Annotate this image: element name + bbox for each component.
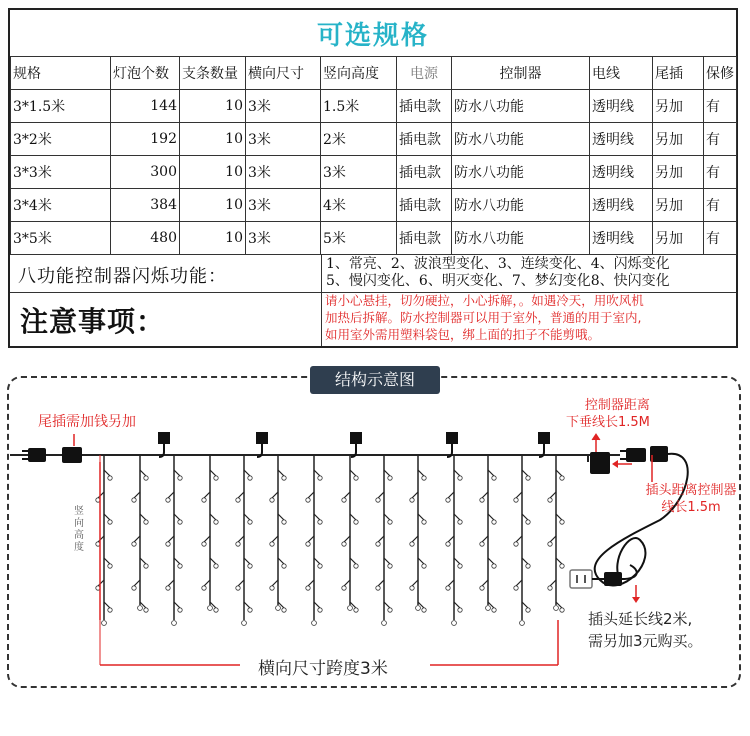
led-bulb <box>354 564 358 568</box>
cell-warranty: 有 <box>704 156 737 189</box>
led-bulb <box>492 608 496 612</box>
led-bulb <box>410 498 414 502</box>
cell-strands: 10 <box>180 156 246 189</box>
cell-power: 插电款 <box>397 90 452 123</box>
led-bulb <box>282 564 286 568</box>
controller-distance-label <box>566 397 650 431</box>
led-bulb <box>214 564 218 568</box>
plug-distance-line: 线长1.5m <box>661 500 721 515</box>
led-bulb <box>548 586 552 590</box>
led-bulb <box>446 542 450 546</box>
cell-tail-plug: 另加 <box>653 189 704 222</box>
cell-bulbs: 144 <box>111 90 180 123</box>
cell-wire: 透明线 <box>590 90 653 123</box>
led-bulb <box>108 608 112 612</box>
cell-power: 插电款 <box>397 156 452 189</box>
cell-controller: 防水八功能 <box>452 123 590 156</box>
cell-bulbs: 300 <box>111 156 180 189</box>
cell-width: 3米 <box>246 156 321 189</box>
cell-spec: 3*2米 <box>11 123 111 156</box>
tail-plug-label: 尾插需加钱另加 <box>38 414 136 430</box>
spec-title: 可选规格 <box>10 10 736 57</box>
cell-spec: 3*1.5米 <box>11 90 111 123</box>
led-bulb <box>102 621 107 626</box>
horizontal-span-label: 横向尺寸跨度3米 <box>258 659 388 679</box>
hook-icon <box>538 432 550 457</box>
led-bulb <box>306 586 310 590</box>
led-bulb <box>388 564 392 568</box>
cell-width: 3米 <box>246 189 321 222</box>
cell-height: 1.5米 <box>321 90 397 123</box>
led-bulb <box>354 608 358 612</box>
led-bulb <box>318 564 322 568</box>
hook-icon <box>446 432 458 457</box>
led-bulb <box>248 476 252 480</box>
led-bulb <box>526 608 530 612</box>
led-bulb <box>342 542 346 546</box>
led-bulb <box>248 608 252 612</box>
cell-strands: 10 <box>180 222 246 255</box>
led-bulb <box>270 542 274 546</box>
cell-controller: 防水八功能 <box>452 90 590 123</box>
led-bulb <box>342 498 346 502</box>
cell-width: 3米 <box>246 123 321 156</box>
header-cell: 支条数量 <box>180 57 246 90</box>
led-bulb <box>480 542 484 546</box>
led-bulb <box>382 621 387 626</box>
led-bulb <box>458 608 462 612</box>
led-bulb <box>446 498 450 502</box>
led-bulb <box>144 520 148 524</box>
cell-width: 3米 <box>246 222 321 255</box>
led-bulb <box>236 586 240 590</box>
led-bulb <box>554 606 559 611</box>
notes-line: 如用室外需用塑料袋包，绑上面的扣子不能剪哦。 <box>325 327 601 342</box>
hook-icon <box>350 432 362 457</box>
extension-cable-label <box>588 608 703 652</box>
cell-spec: 3*4米 <box>11 189 111 222</box>
functions-line: 5、慢闪变化、6、明灭变化、7、梦幻变化8、快闪变化 <box>326 273 670 289</box>
led-bulb <box>526 476 530 480</box>
cell-power: 插电款 <box>397 222 452 255</box>
led-bulb <box>270 498 274 502</box>
led-bulb <box>202 586 206 590</box>
led-bulb <box>486 606 491 611</box>
led-bulb <box>560 520 564 524</box>
led-bulb <box>388 520 392 524</box>
led-bulb <box>138 606 143 611</box>
led-bulb <box>526 520 530 524</box>
led-bulb <box>166 542 170 546</box>
led-bulb <box>514 498 518 502</box>
cell-width: 3米 <box>246 90 321 123</box>
cell-tail-plug: 另加 <box>653 222 704 255</box>
header-cell: 电线 <box>590 57 653 90</box>
led-bulb <box>172 621 177 626</box>
led-bulb <box>376 498 380 502</box>
cell-warranty: 有 <box>704 90 737 123</box>
cell-height: 3米 <box>321 156 397 189</box>
led-bulb <box>282 608 286 612</box>
led-bulb <box>108 520 112 524</box>
led-bulb <box>144 608 148 612</box>
led-bulb <box>166 586 170 590</box>
led-bulb <box>166 498 170 502</box>
cell-strands: 10 <box>180 123 246 156</box>
notes-label: 注意事项： <box>20 305 166 338</box>
led-bulb <box>422 608 426 612</box>
led-bulb <box>452 621 457 626</box>
notes-line: 请小心悬挂，切勿硬拉，小心拆解，。如遇冷天，用吹风机 <box>325 293 644 308</box>
header-cell: 横向尺寸 <box>246 57 321 90</box>
led-bulb <box>248 564 252 568</box>
cell-controller: 防水八功能 <box>452 156 590 189</box>
led-bulb <box>236 542 240 546</box>
cell-wire: 透明线 <box>590 156 653 189</box>
led-bulb <box>492 564 496 568</box>
led-bulb <box>458 564 462 568</box>
led-bulb <box>446 586 450 590</box>
led-bulb <box>214 476 218 480</box>
hook-icon <box>256 432 268 457</box>
led-bulb <box>342 586 346 590</box>
led-bulb <box>202 542 206 546</box>
controller-icon <box>590 452 610 474</box>
led-bulb <box>236 498 240 502</box>
extension-line: 插头延长线2米, <box>588 610 693 628</box>
cell-strands: 10 <box>180 189 246 222</box>
led-bulb <box>132 498 136 502</box>
cell-warranty: 有 <box>704 222 737 255</box>
led-bulb <box>458 476 462 480</box>
led-bulb <box>178 520 182 524</box>
led-bulb <box>282 520 286 524</box>
led-bulb <box>376 542 380 546</box>
led-bulb <box>388 608 392 612</box>
led-bulb <box>242 621 247 626</box>
led-bulb <box>108 564 112 568</box>
led-bulb <box>560 608 564 612</box>
cell-bulbs: 480 <box>111 222 180 255</box>
led-bulb <box>480 498 484 502</box>
led-bulb <box>214 520 218 524</box>
led-bulb <box>248 520 252 524</box>
cell-controller: 防水八功能 <box>452 222 590 255</box>
led-bulb <box>178 608 182 612</box>
led-bulb <box>354 476 358 480</box>
cell-wire: 透明线 <box>590 222 653 255</box>
led-bulb <box>348 606 353 611</box>
extension-line: 需另加3元购买。 <box>588 632 703 650</box>
plug-distance-line: 插头距离控制器 <box>645 483 737 498</box>
led-bulb <box>178 564 182 568</box>
header-cell: 保修 <box>704 57 737 90</box>
led-bulb <box>480 586 484 590</box>
diagram-title: 结构示意图 <box>310 366 440 394</box>
header-cell: 竖向高度 <box>321 57 397 90</box>
led-bulb <box>410 586 414 590</box>
led-bulb <box>144 476 148 480</box>
cell-power: 插电款 <box>397 189 452 222</box>
led-bulb <box>560 476 564 480</box>
cell-spec: 3*3米 <box>11 156 111 189</box>
led-bulb <box>202 498 206 502</box>
led-bulb <box>376 586 380 590</box>
led-bulb <box>520 621 525 626</box>
led-bulb <box>270 586 274 590</box>
wall-plug-icon <box>570 565 637 588</box>
led-bulb <box>132 542 136 546</box>
cell-tail-plug: 另加 <box>653 90 704 123</box>
cell-height: 2米 <box>321 123 397 156</box>
led-bulb <box>282 476 286 480</box>
header-cell: 电源 <box>397 57 452 90</box>
led-bulb <box>526 564 530 568</box>
cell-warranty: 有 <box>704 123 737 156</box>
led-bulb <box>514 586 518 590</box>
controller-distance-line: 下垂线长1.5M <box>566 415 650 430</box>
notes-line: 加热后拆解。防水控制器可以用于室外，普通的用于室内, <box>325 310 642 325</box>
led-bulb <box>144 564 148 568</box>
functions-line: 1、常亮、2、波浪型变化、3、连续变化、4、闪烁变化 <box>326 256 670 272</box>
led-bulb <box>422 564 426 568</box>
led-bulb <box>306 498 310 502</box>
led-bulb <box>318 476 322 480</box>
cell-wire: 透明线 <box>590 123 653 156</box>
cell-height: 4米 <box>321 189 397 222</box>
cell-tail-plug: 另加 <box>653 123 704 156</box>
vertical-height-label: 竖向高度 <box>74 506 84 553</box>
led-bulb <box>422 520 426 524</box>
led-bulb <box>416 606 421 611</box>
led-bulb <box>388 476 392 480</box>
led-bulb <box>214 608 218 612</box>
led-bulb <box>514 542 518 546</box>
tail-socket-icon <box>62 447 82 463</box>
cell-power: 插电款 <box>397 123 452 156</box>
header-cell: 尾插 <box>653 57 704 90</box>
plug-distance-label <box>636 482 746 516</box>
controller-plug-icon <box>620 448 646 462</box>
header-cell: 灯泡个数 <box>111 57 180 90</box>
led-bulb <box>410 542 414 546</box>
cell-warranty: 有 <box>704 189 737 222</box>
functions-label: 八功能控制器闪烁功能： <box>18 266 227 287</box>
led-bulb <box>306 542 310 546</box>
cell-tail-plug: 另加 <box>653 156 704 189</box>
led-bulb <box>318 520 322 524</box>
cell-bulbs: 192 <box>111 123 180 156</box>
led-bulb <box>276 606 281 611</box>
led-bulb <box>208 606 213 611</box>
led-bulb <box>132 586 136 590</box>
led-bulb <box>312 621 317 626</box>
controller-distance-line: 控制器距离 <box>584 398 650 413</box>
led-bulb <box>560 564 564 568</box>
cell-strands: 10 <box>180 90 246 123</box>
led-bulb <box>422 476 426 480</box>
cell-bulbs: 384 <box>111 189 180 222</box>
led-strands <box>96 455 564 625</box>
cell-spec: 3*5米 <box>11 222 111 255</box>
cell-height: 5米 <box>321 222 397 255</box>
led-bulb <box>548 542 552 546</box>
led-bulb <box>178 476 182 480</box>
led-bulb <box>354 520 358 524</box>
cell-wire: 透明线 <box>590 189 653 222</box>
led-bulb <box>108 476 112 480</box>
led-bulb <box>492 476 496 480</box>
led-bulb <box>318 608 322 612</box>
header-cell: 规格 <box>11 57 111 90</box>
header-cell: 控制器 <box>452 57 590 90</box>
led-bulb <box>492 520 496 524</box>
led-bulb <box>548 498 552 502</box>
hook-icon <box>158 432 170 457</box>
led-bulb <box>458 520 462 524</box>
cell-controller: 防水八功能 <box>452 189 590 222</box>
